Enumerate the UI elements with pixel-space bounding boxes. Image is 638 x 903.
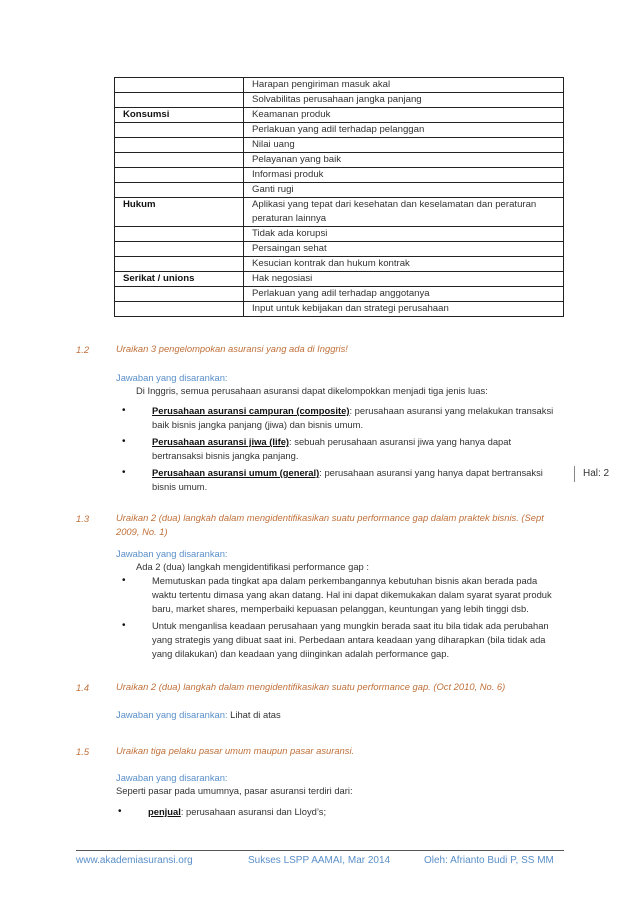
table-item-cell: Keamanan produk: [244, 108, 564, 123]
table-category-cell: [115, 257, 244, 272]
answer-label: Jawaban yang disarankan:: [116, 772, 228, 783]
table-row: [115, 227, 564, 242]
table-row: [115, 198, 564, 227]
list-item: [118, 404, 564, 432]
footer-author: Oleh: Afrianto Budi P, SS MM: [424, 855, 554, 866]
bullet-icon: •: [122, 620, 126, 631]
bullet-text: : perusahaan asuransi dan Lloyd’s;: [180, 806, 327, 817]
answer-label-text: Jawaban yang disarankan:: [116, 709, 228, 720]
table-category-cell: [115, 183, 244, 198]
bullet-list: [118, 404, 564, 497]
answer-text: Lihat di atas: [227, 709, 281, 720]
question-number: 1.5: [76, 746, 90, 757]
table-category-cell: Konsumsi: [115, 108, 244, 123]
bullet-term: penjual: [148, 806, 181, 817]
table-item-cell: Hak negosiasi: [244, 272, 564, 287]
answer-intro: Di Inggris, semua perusahaan asuransi dapat dikelompokkan menjadi tiga jenis luas:: [136, 385, 488, 396]
question-number: 1.3: [76, 513, 90, 524]
table-row: [115, 183, 564, 198]
answer-label: Jawaban yang disarankan:: [116, 548, 228, 559]
table-category-cell: [115, 93, 244, 108]
table-row: [115, 168, 564, 183]
question-text: Uraikan tiga pelaku pasar umum maupun pasar asuransi.: [116, 745, 355, 756]
footer-divider: [76, 850, 564, 851]
table-row: [115, 123, 564, 138]
table-item-cell: Informasi produk: [244, 168, 564, 183]
page-number: Hal: 2: [574, 466, 638, 482]
bullet-text: : sebuah perusahaan asuransi jiwa yang hanya dapat bertransaksi bisnis jangka panjang.: [152, 436, 512, 461]
table-item-cell: Perlakuan yang adil terhadap pelanggan: [244, 123, 564, 138]
table-item-cell: Ganti rugi: [244, 183, 564, 198]
table-item-cell: Nilai uang: [244, 138, 564, 153]
table-category-cell: [115, 78, 244, 93]
answer-label: [116, 709, 281, 720]
stakeholder-table: [114, 77, 564, 317]
bullet-icon: •: [118, 806, 122, 817]
table-category-cell: [115, 242, 244, 257]
table-category-cell: [115, 287, 244, 302]
table-row: [115, 302, 564, 317]
table-category-cell: Hukum: [115, 198, 244, 227]
bullet-icon: •: [122, 467, 126, 478]
table-category-cell: [115, 302, 244, 317]
answer-intro: Ada 2 (dua) langkah mengidentifikasi performance gap :: [136, 561, 369, 572]
table-row: [115, 257, 564, 272]
list-item: [118, 574, 564, 616]
list-item: [118, 466, 564, 494]
question-text: Uraikan 3 pengelompokan asuransi yang ada di Inggris!: [116, 343, 348, 354]
table-category-cell: [115, 138, 244, 153]
table-item-cell: Kesucian kontrak dan hukum kontrak: [244, 257, 564, 272]
table-category-cell: [115, 153, 244, 168]
table-row: [115, 138, 564, 153]
table-item-cell: Tidak ada korupsi: [244, 227, 564, 242]
table-item-cell: Pelayanan yang baik: [244, 153, 564, 168]
list-item: [118, 619, 564, 661]
footer-website-link[interactable]: www.akademiasuransi.org: [76, 855, 193, 866]
table-item-cell: Perlakuan yang adil terhadap anggotanya: [244, 287, 564, 302]
list-item: [118, 435, 564, 463]
bullet-term: Perusahaan asuransi umum (general): [152, 467, 320, 478]
table-item-cell: Harapan pengiriman masuk akal: [244, 78, 564, 93]
bullet-list: [118, 574, 564, 664]
table-category-cell: [115, 168, 244, 183]
table-category-cell: [115, 227, 244, 242]
answer-label: Jawaban yang disarankan:: [116, 372, 228, 383]
table-row: [115, 153, 564, 168]
bullet-text: Memutuskan pada tingkat apa dalam perkembangannya kebutuhan bisnis akan berada pada waktu tertentu dimasa yang akan datang. Hal ini dapat dikemukakan dalam syarat syarat produk baru, market shares, memperbaiki kepuasan pelanggan, keuntungan yang lebih tinggi dsb.: [152, 575, 552, 614]
table-item-cell: Input untuk kebijakan dan strategi perusahaan: [244, 302, 564, 317]
bullet-text: Untuk menganlisa keadaan perusahaan yang mungkin berada saat itu bila tidak ada perubahan yang strategis yang dibuat saat ini. Perbedaan antara keadaan yang diharapkan (bila tidak ada yang dilakukan) dan keadaan yang diinginkan adalah performance gap.: [152, 620, 549, 659]
answer-intro: Seperti pasar pada umumnya, pasar asuransi terdiri dari:: [116, 785, 353, 796]
footer-event: Sukses LSPP AAMAI, Mar 2014: [248, 855, 391, 866]
bullet-text: : perusahaan asuransi yang melakukan transaksi baik bisnis jangka panjang (jiwa) dan bisnis umum.: [152, 405, 554, 430]
list-item: [114, 805, 560, 819]
bullet-term: Perusahaan asuransi jiwa (life): [152, 436, 290, 447]
bullet-text: : perusahaan asuransi yang hanya dapat bertransaksi bisnis umum.: [152, 467, 543, 492]
question-text: Uraikan 2 (dua) langkah dalam mengidentifikasikan suatu performance gap dalam praktek bisnis. (Sept 2009, No. 1): [116, 512, 544, 537]
question-number: 1.2: [76, 344, 90, 355]
table-row: [115, 108, 564, 123]
table-row: [115, 93, 564, 108]
question-text: Uraikan 2 (dua) langkah dalam mengidentifikasikan suatu performance gap. (Oct 2010, No. 6): [116, 681, 506, 692]
question-number: 1.4: [76, 682, 90, 693]
bullet-list: [114, 805, 560, 822]
bullet-term: Perusahaan asuransi campuran (composite): [152, 405, 350, 416]
bullet-icon: •: [122, 575, 126, 586]
bullet-icon: •: [122, 405, 126, 416]
table-row: [115, 242, 564, 257]
table-item-cell: Aplikasi yang tepat dari kesehatan dan keselamatan dan peraturan peraturan lainnya: [244, 198, 564, 227]
table-row: [115, 78, 564, 93]
table-row: [115, 272, 564, 287]
table-item-cell: Persaingan sehat: [244, 242, 564, 257]
table-row: [115, 287, 564, 302]
table-category-cell: Serikat / unions: [115, 272, 244, 287]
table-category-cell: [115, 123, 244, 138]
table-item-cell: Solvabilitas perusahaan jangka panjang: [244, 93, 564, 108]
bullet-icon: •: [122, 436, 126, 447]
